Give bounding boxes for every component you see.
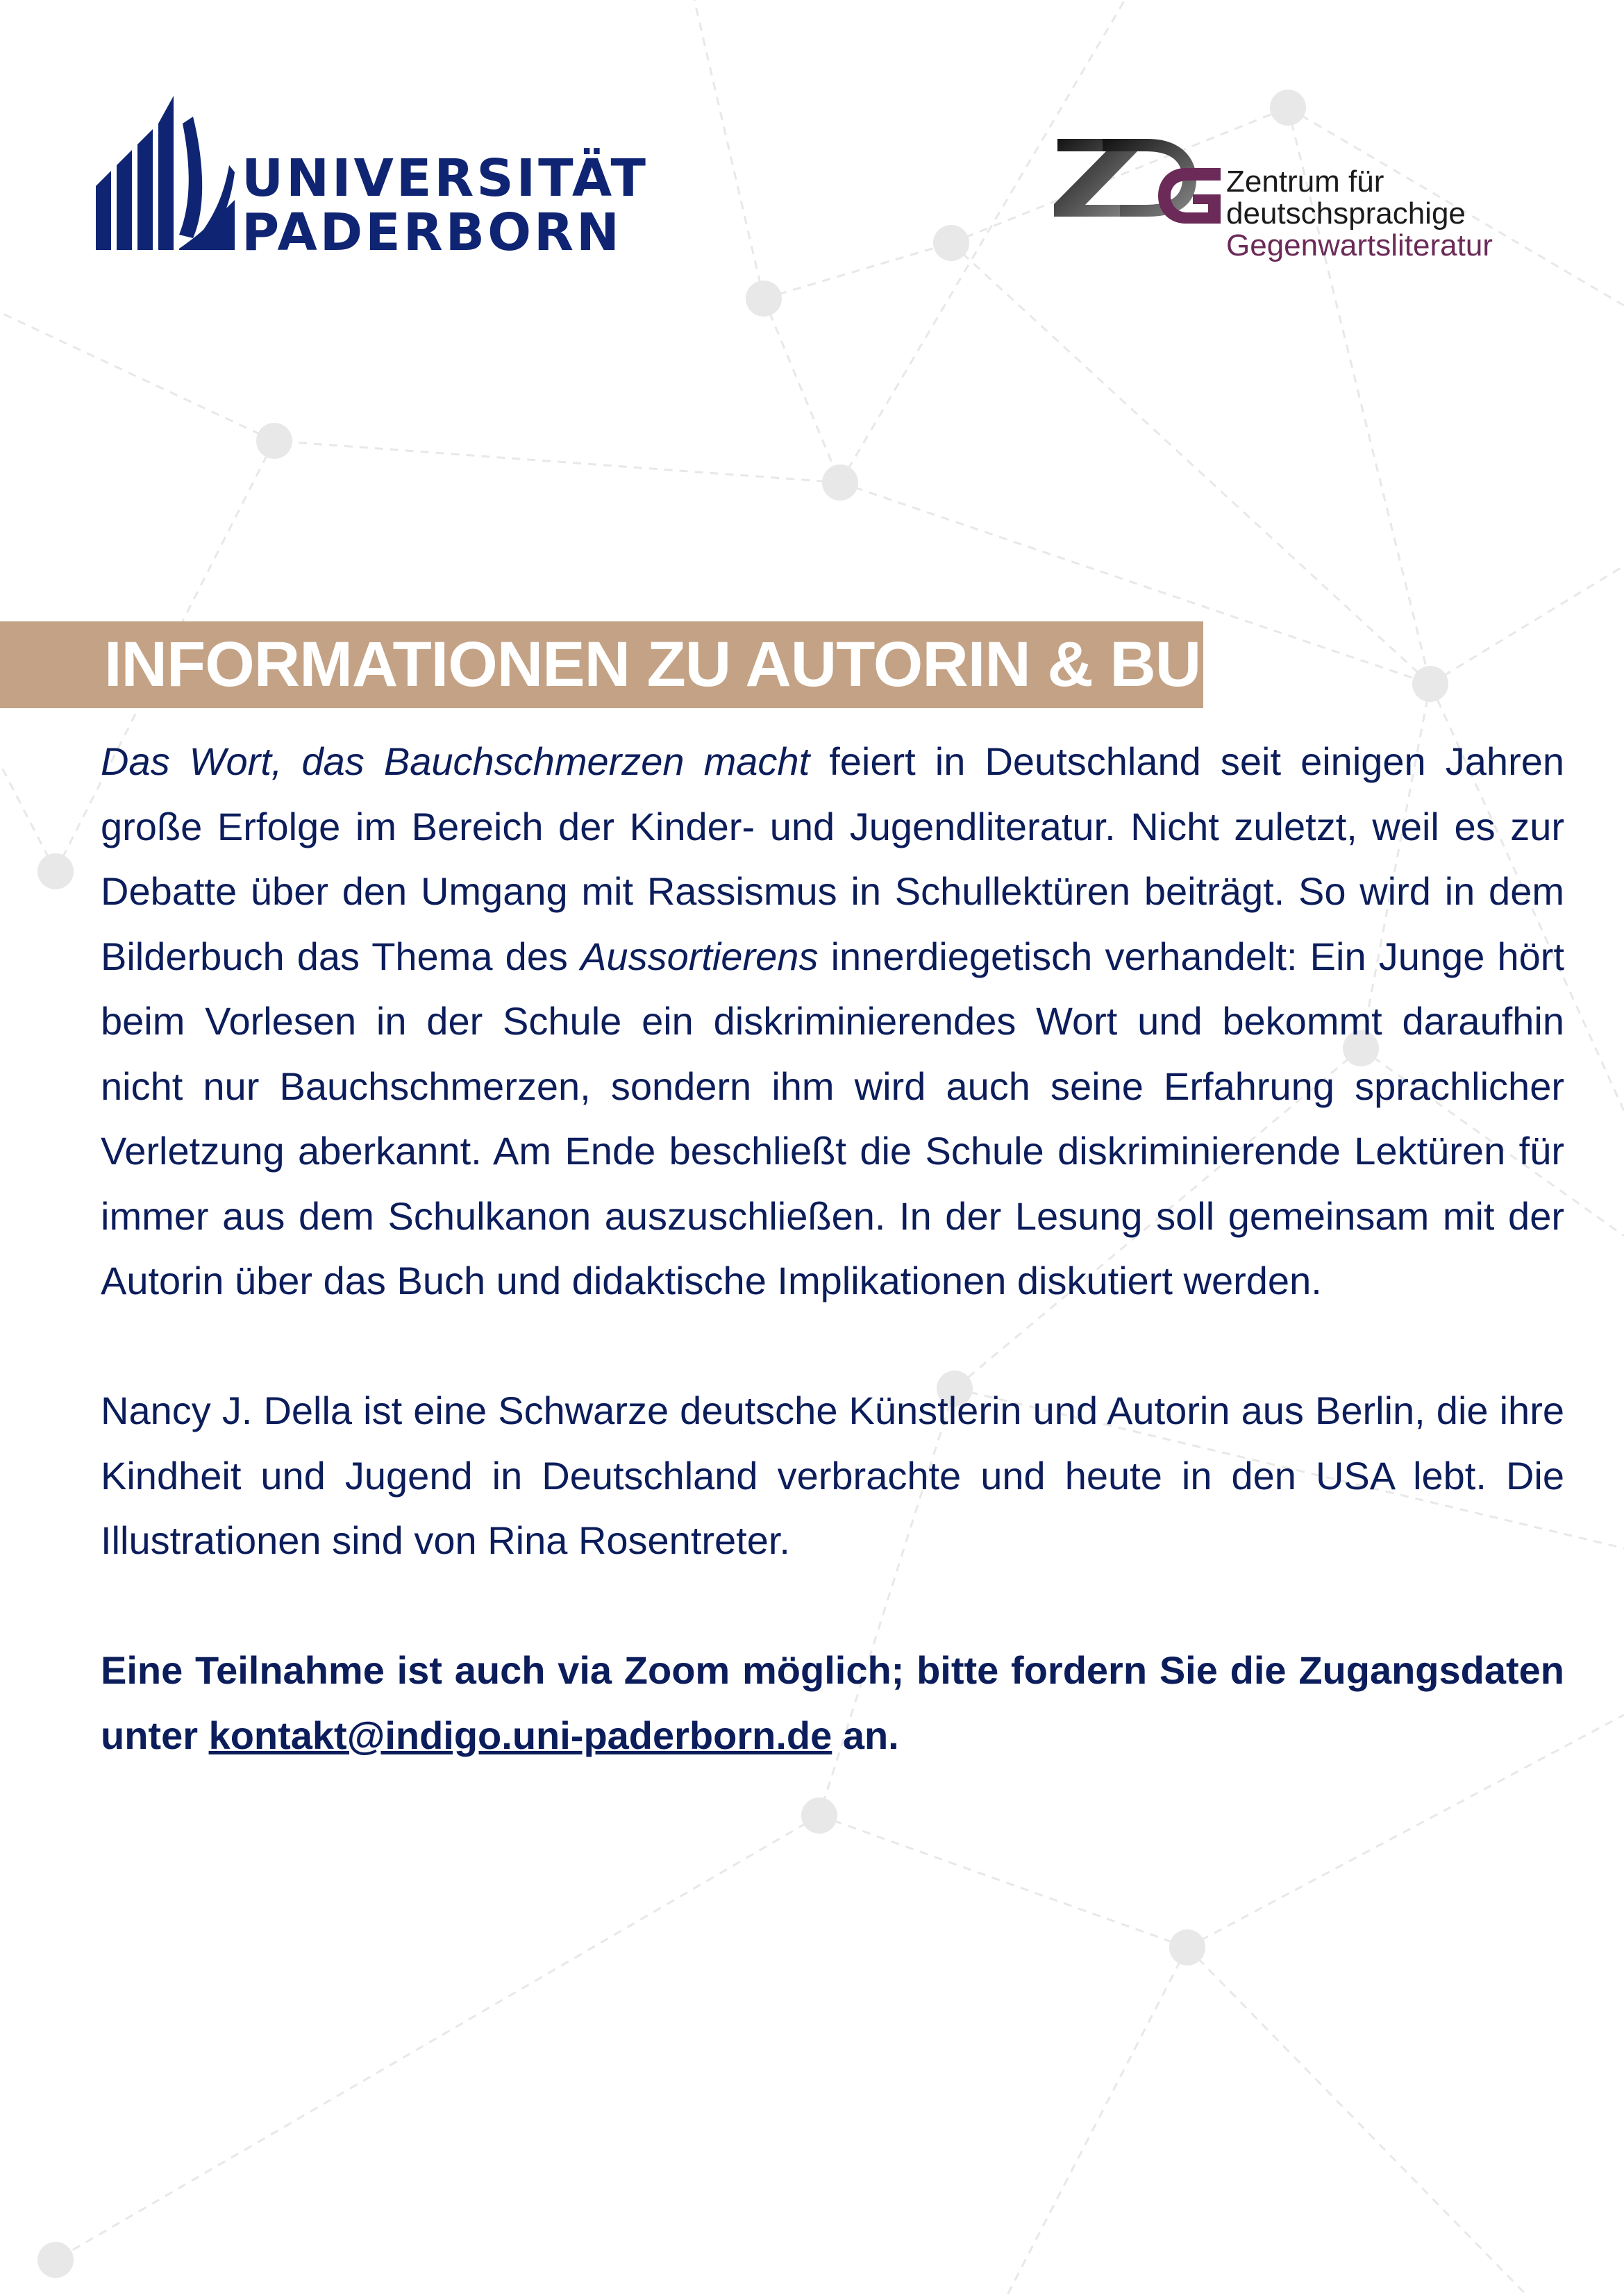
intro-text-part1: feiert in Deutschland seit einigen Jahren große Erfolge im Bereich der Kinder- und Jugendliteratur. Nicht zuletzt, weil es zur Debatte über den Umgang mit Rassismus in Schullektüren beiträgt. So wird in dem Bilderbuch das Thema des bbox=[101, 739, 1565, 978]
book-title: Das Wort, das Bauchschmerzen macht bbox=[101, 739, 810, 783]
university-name-line1: UNIVERSITÄT bbox=[242, 149, 648, 208]
university-name-line2: PADERBORN bbox=[242, 203, 622, 262]
main-content bbox=[101, 729, 1564, 1768]
zdg-name-line2: deutschsprachige bbox=[1226, 196, 1466, 231]
zoom-note-paragraph bbox=[101, 1638, 1564, 1768]
university-emblem-icon bbox=[96, 96, 235, 255]
zdg-name-line1: Zentrum für bbox=[1226, 165, 1384, 199]
intro-paragraph bbox=[101, 729, 1564, 1314]
author-bio-paragraph: Nancy J. Della ist eine Schwarze deutsche Künstlerin und Autorin aus Berlin, die ihre Kindheit und Jugend in Deutschland verbrachte und heute in den USA lebt. Die Illustrationen sind von Rina Rosentreter. bbox=[101, 1389, 1564, 1562]
zdg-name-line3: Gegenwartsliteratur bbox=[1226, 228, 1493, 262]
term-aussortierens: Aussortierens bbox=[580, 934, 819, 978]
zdg-mark-icon bbox=[1054, 132, 1228, 236]
intro-text-part2: innerdiegetisch verhandelt: Ein Junge hört beim Vorlesen in der Schule ein diskriminierendes Wort und bekommt daraufhin nicht nur Bauchschmerzen, sondern ihm wird auch seine Erfahrung sprachlicher Verletzung aberkannt. Am Ende beschließt die Schule diskriminierende Lektüren für immer aus dem Schulkanon auszuschließen. In der Lesung soll gemeinsam mit der Autorin über das Buch und didaktische Implikationen diskutiert werden. bbox=[101, 934, 1564, 1302]
zoom-note-text: Eine Teilnahme ist auch via Zoom möglich; bitte fordern Sie die Zugangsdaten unter bbox=[101, 1648, 1564, 1757]
section-heading: INFORMATIONEN ZU AUTORIN & BUCH bbox=[104, 629, 1292, 700]
zdg-logo bbox=[1054, 132, 1540, 271]
contact-email-link[interactable]: kontakt@indigo.uni-paderborn.de bbox=[208, 1713, 832, 1757]
section-heading-bar bbox=[0, 621, 1292, 708]
zoom-note-suffix: an. bbox=[832, 1713, 899, 1757]
university-paderborn-logo bbox=[96, 96, 648, 262]
